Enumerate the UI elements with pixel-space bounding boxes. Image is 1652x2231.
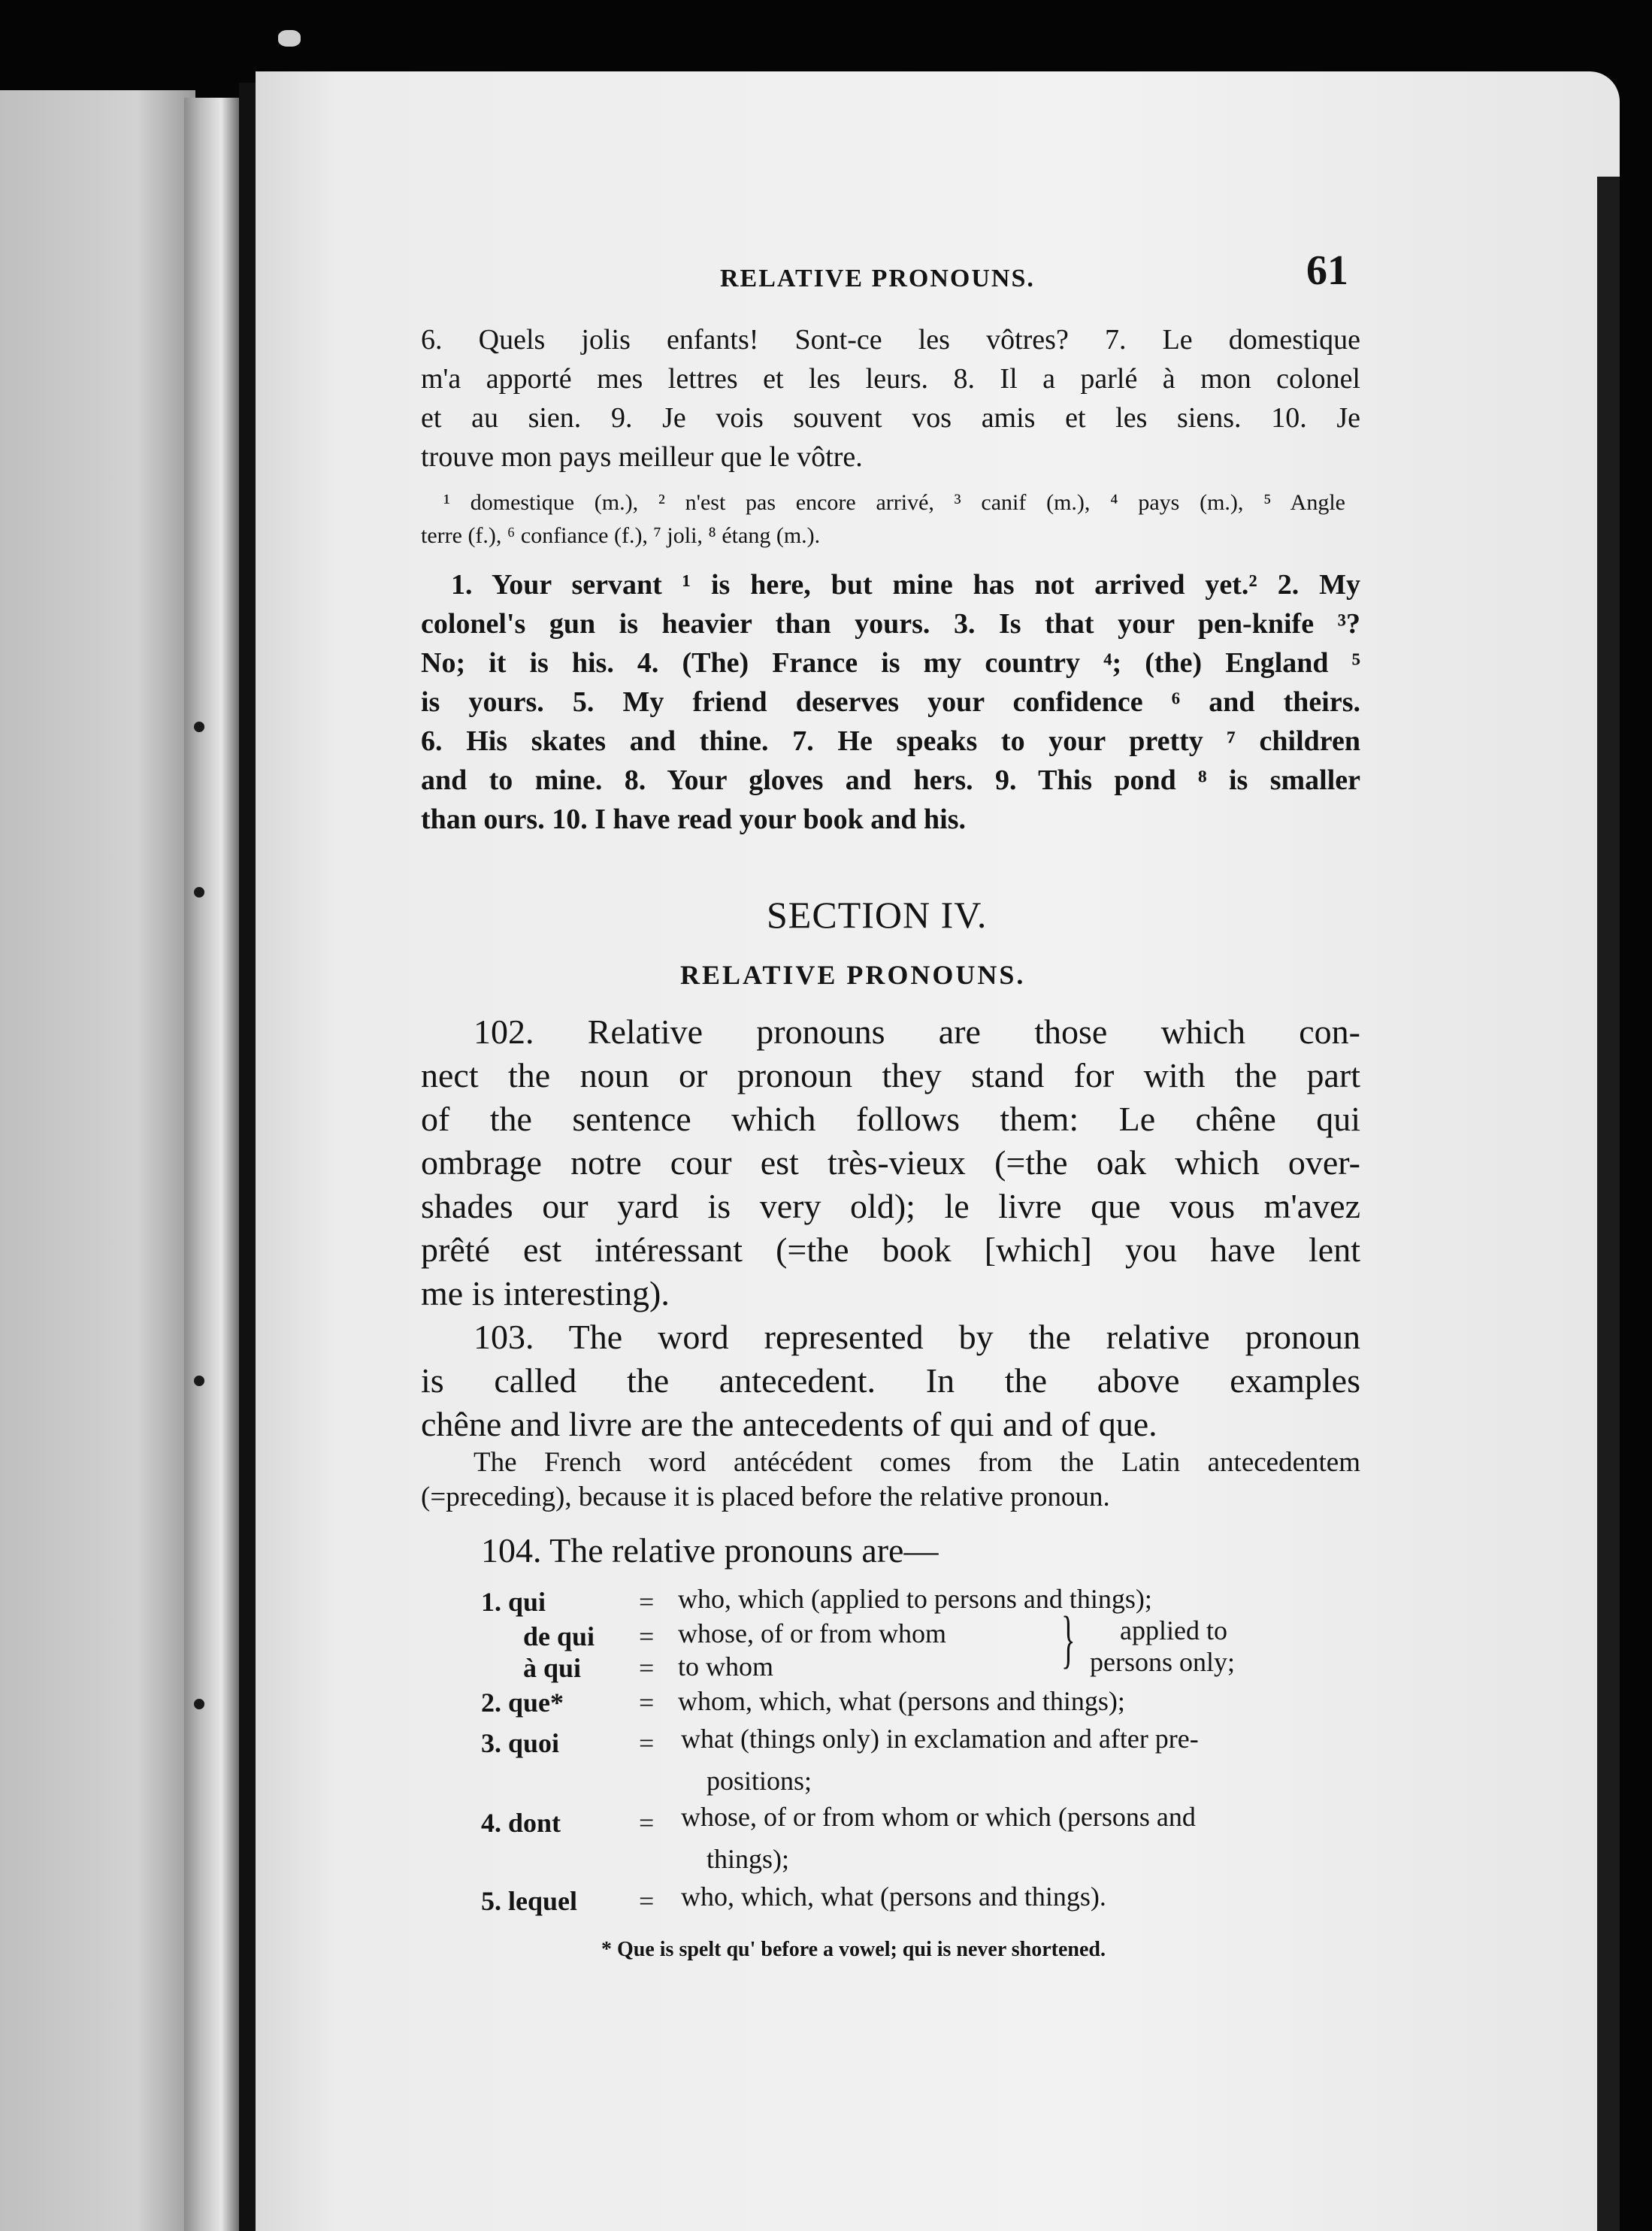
brace-glyph: } xyxy=(1061,1603,1076,1675)
page-edge-shadow xyxy=(1597,177,1620,2231)
binding-stitch xyxy=(194,1376,204,1386)
exercise-fr-line: et au sien. 9. Je vois souvent vos amis et les siens. 10. Je xyxy=(421,402,1360,434)
pronoun-gloss: whose, of or from whom xyxy=(678,1618,946,1648)
pronoun-equals: = xyxy=(639,1728,655,1758)
para-102-line: ombrage notre cour est très-vieux (=the oak which over- xyxy=(421,1143,1360,1182)
pronoun-gloss: whom, which, what (persons and things); xyxy=(678,1686,1125,1716)
pronoun-gloss: to whom xyxy=(678,1651,774,1682)
pronoun-equals: = xyxy=(639,1653,655,1683)
exercise-en-line: and to mine. 8. Your gloves and hers. 9. This pond ⁸ is smaller xyxy=(421,764,1360,796)
pronoun-term: 3. quoi xyxy=(481,1728,560,1758)
binding-stitch xyxy=(194,722,204,732)
page-number: 61 xyxy=(1306,247,1348,294)
pronoun-term: à qui xyxy=(523,1653,582,1683)
pronoun-equals: = xyxy=(639,1587,655,1617)
pronoun-term: 1. qui xyxy=(481,1587,546,1617)
pronoun-term: 5. lequel xyxy=(481,1886,578,1916)
para-104-intro: 104. The relative pronouns are— xyxy=(481,1531,939,1570)
section-subtitle: RELATIVE PRONOUNS. xyxy=(680,960,1026,990)
para-102-line: prêté est intéressant (=the book [which] you have lent xyxy=(421,1231,1360,1269)
pronoun-equals: = xyxy=(639,1808,655,1838)
para-103-line: 103. The word represented by the relative pronoun xyxy=(474,1318,1360,1356)
exercise-en-line: colonel's gun is heavier than yours. 3. Is that your pen-knife ³? xyxy=(421,608,1360,640)
para-102-line: shades our yard is very old); le livre que vous m'avez xyxy=(421,1187,1360,1225)
para-103-line: chêne and livre are the antecedents of qui and of que. xyxy=(421,1405,1157,1443)
brace-note: applied to xyxy=(1120,1615,1227,1645)
pronoun-term: de qui xyxy=(523,1621,595,1651)
para-102-line: nect the noun or pronoun they stand for with the part xyxy=(421,1056,1360,1094)
section-title: SECTION IV. xyxy=(767,894,988,936)
pronoun-term: 2. que* xyxy=(481,1688,564,1718)
pronoun-gloss-continued: positions; xyxy=(706,1766,812,1796)
pronoun-equals: = xyxy=(639,1621,655,1651)
pronoun-gloss: what (things only) in exclamation and after pre- xyxy=(681,1724,1199,1754)
exercise-en-line: No; it is his. 4. (The) France is my country ⁴; (the) England ⁵ xyxy=(421,647,1360,679)
brace-note: persons only; xyxy=(1090,1647,1235,1677)
exercise-fr-line: m'a apporté mes lettres et les leurs. 8. Il a parlé à mon colonel xyxy=(421,363,1360,395)
spine-shadow xyxy=(239,83,256,2231)
para-102-line: 102. Relative pronouns are those which con- xyxy=(474,1013,1360,1051)
para-102-line: me is interesting). xyxy=(421,1274,670,1312)
exercise-en-line: is yours. 5. My friend deserves your confidence ⁶ and theirs. xyxy=(421,686,1360,718)
pronoun-gloss: who, which (applied to persons and things); xyxy=(678,1584,1152,1614)
scan-artifact xyxy=(278,30,301,47)
running-head: RELATIVE PRONOUNS. xyxy=(720,265,1035,292)
exercise-en-line: 6. His skates and thine. 7. He speaks to your pretty ⁷ children xyxy=(421,725,1360,757)
footnote-line: ¹ domestique (m.), ² n'est pas encore arrivé, ³ canif (m.), ⁴ pays (m.), ⁵ Angle xyxy=(443,490,1345,515)
exercise-en-line: 1. Your servant ¹ is here, but mine has not arrived yet.² 2. My xyxy=(451,569,1360,601)
para-102-line: of the sentence which follows them: Le chêne qui xyxy=(421,1100,1360,1138)
left-page-edge xyxy=(0,90,195,2231)
pronoun-gloss: whose, of or from whom or which (persons and xyxy=(681,1802,1196,1832)
pronoun-gloss-continued: things); xyxy=(706,1844,790,1874)
binding-stitch xyxy=(194,887,204,898)
exercise-fr-line: trouve mon pays meilleur que le vôtre. xyxy=(421,441,863,473)
pronoun-footnote: * Que is spelt qu' before a vowel; qui is never shortened. xyxy=(601,1938,1106,1961)
pronoun-gloss: who, which, what (persons and things). xyxy=(681,1881,1106,1912)
pronoun-equals: = xyxy=(639,1688,655,1718)
para-103-line: is called the antecedent. In the above examples xyxy=(421,1361,1360,1400)
exercise-fr-line: 6. Quels jolis enfants! Sont-ce les vôtres? 7. Le domestique xyxy=(421,324,1360,356)
pronoun-term: 4. dont xyxy=(481,1808,561,1838)
para-103-note-line: (=preceding), because it is placed before the relative pronoun. xyxy=(421,1482,1110,1512)
pronoun-equals: = xyxy=(639,1886,655,1916)
footnote-line: terre (f.), ⁶ confiance (f.), ⁷ joli, ⁸ étang (m.). xyxy=(421,523,821,548)
binding-stitch xyxy=(194,1699,204,1709)
exercise-en-line: than ours. 10. I have read your book and his. xyxy=(421,804,967,835)
para-103-note-line: The French word antécédent comes from the Latin antecedentem xyxy=(474,1447,1360,1478)
